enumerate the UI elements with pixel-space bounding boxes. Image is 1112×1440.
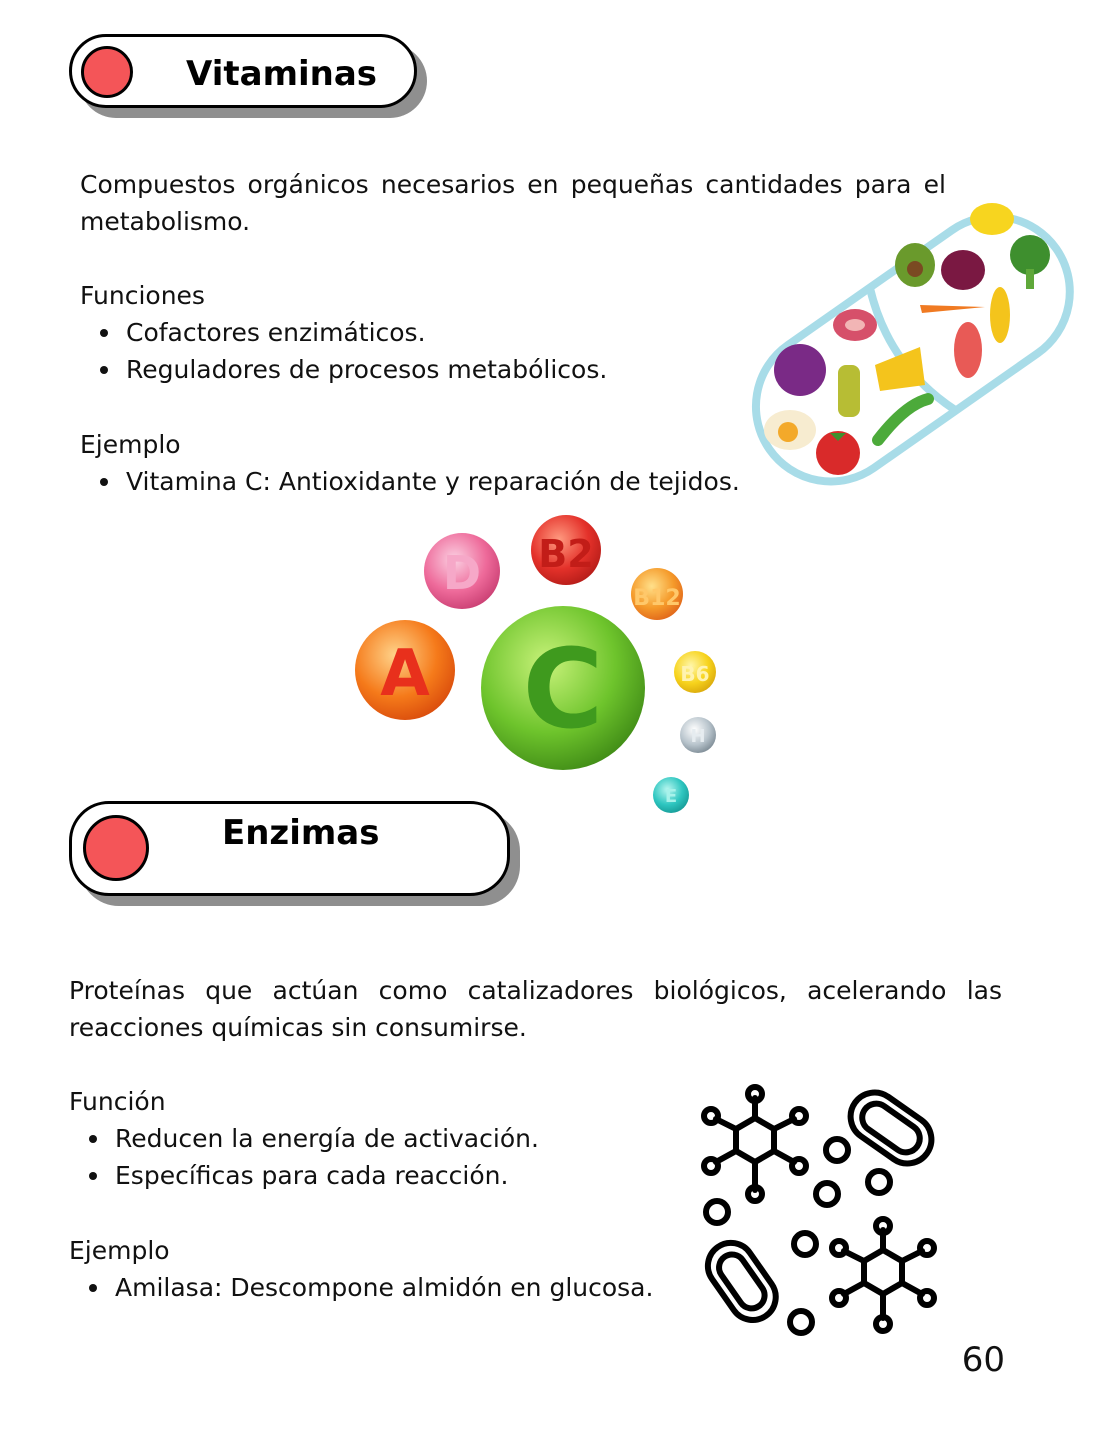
page-number: 60: [961, 1340, 1005, 1380]
funcion-heading: Función: [69, 1087, 166, 1116]
svg-text:C: C: [522, 625, 604, 753]
ejemplo-heading: Ejemplo: [80, 430, 181, 459]
ejemplo-list: [80, 463, 740, 500]
funciones-list: [80, 314, 607, 388]
vitamin-h-sphere: [680, 717, 716, 753]
section-title: Enzimas: [222, 813, 380, 853]
molecule-icon: [695, 1082, 945, 1342]
section-title: Vitaminas: [186, 54, 378, 94]
vitamin-spheres-illustration: [345, 505, 745, 825]
vitaminas-header: [69, 34, 417, 108]
svg-text:E: E: [664, 786, 678, 807]
vitamin-d-sphere: [424, 533, 500, 609]
funcion-list: [69, 1120, 539, 1194]
svg-text:D: D: [442, 546, 482, 600]
svg-text:H: H: [690, 726, 706, 747]
list-item: Amilasa: Descompone almidón en glucosa.: [69, 1269, 653, 1306]
enzimas-intro: Proteínas que actúan como catalizadores biológicos, acelerando las reacciones químicas sin consumirse.: [69, 976, 1002, 1042]
list-item: Cofactores enzimáticos.: [80, 314, 607, 351]
ejemplo-list: [69, 1269, 653, 1306]
red-dot-icon: [81, 46, 133, 98]
vitamin-e-sphere: [653, 777, 689, 813]
vitaminas-intro: Compuestos orgánicos necesarios en pequeñas cantidades para el metabolismo.: [80, 170, 946, 236]
svg-text:B12: B12: [633, 586, 681, 611]
red-dot-icon: [83, 815, 149, 881]
vitamin-a-sphere: [355, 620, 455, 720]
vitamin-c-sphere: [481, 606, 645, 770]
food-capsule-illustration: [730, 185, 1090, 505]
vitamin-b6-sphere: [674, 651, 716, 693]
list-item: Vitamina C: Antioxidante y reparación de tejidos.: [80, 463, 740, 500]
enzimas-header: [69, 801, 510, 896]
vitamin-b12-sphere: [631, 568, 683, 620]
list-item: Reducen la energía de activación.: [69, 1120, 539, 1157]
ejemplo-heading: Ejemplo: [69, 1236, 170, 1265]
funciones-heading: Funciones: [80, 281, 205, 310]
list-item: Específicas para cada reacción.: [69, 1157, 539, 1194]
vitamin-b2-sphere: [531, 515, 601, 585]
svg-text:B6: B6: [680, 662, 710, 686]
svg-text:A: A: [380, 637, 430, 711]
list-item: Reguladores de procesos metabólicos.: [80, 351, 607, 388]
svg-text:B2: B2: [538, 532, 594, 576]
